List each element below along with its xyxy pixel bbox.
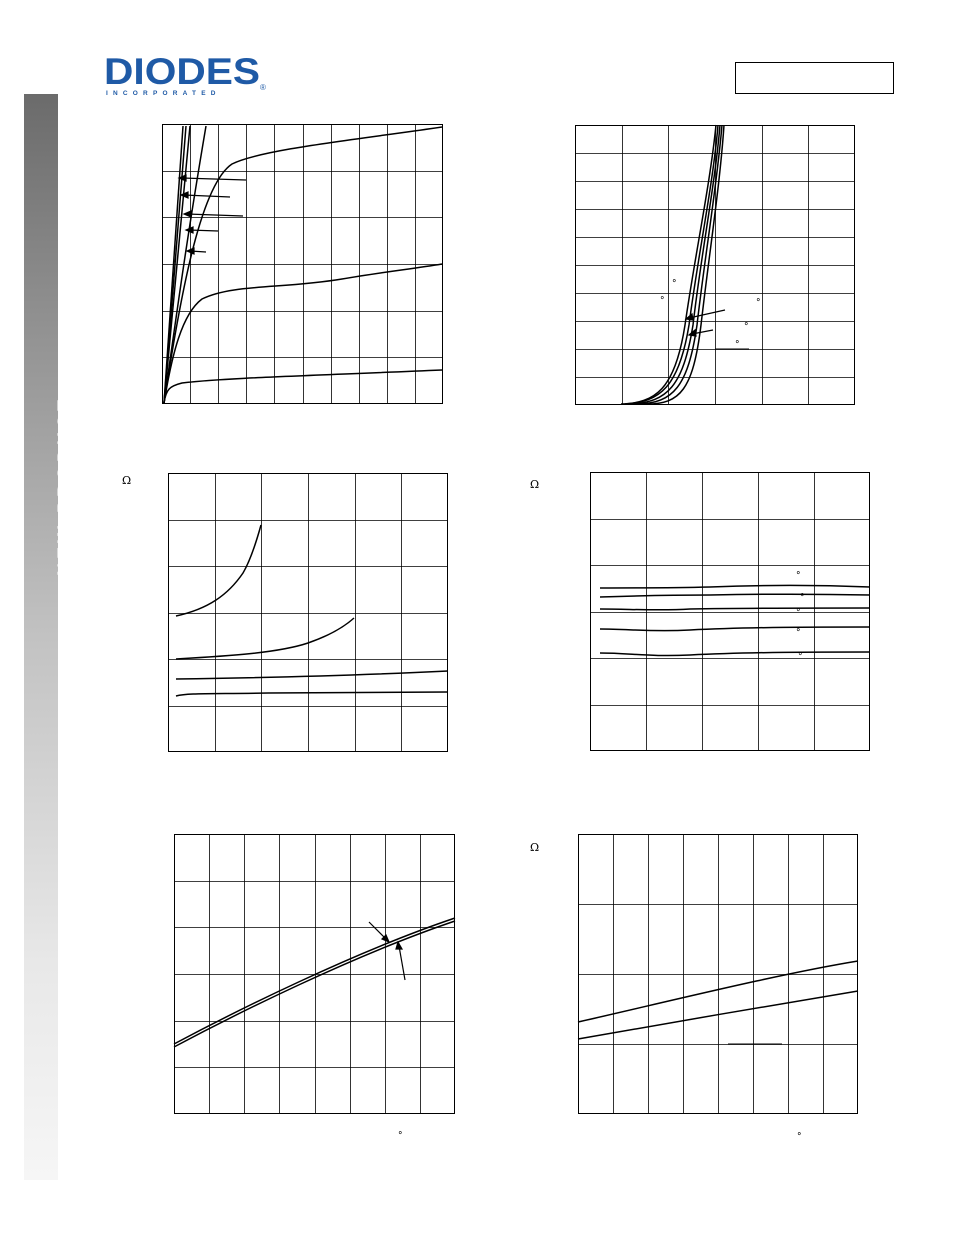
chart-grid: [168, 473, 448, 752]
ohm-symbol: Ω: [122, 474, 132, 487]
series-curve: [164, 264, 442, 403]
degree-symbol: °: [797, 1132, 802, 1142]
chart-frame: [579, 835, 858, 1114]
chart-on-resistance-vs-gate-voltage: [590, 472, 870, 751]
degree-symbol: °: [756, 298, 761, 308]
series-curve: [176, 692, 448, 696]
chart-grid: [162, 124, 443, 404]
series-curve: [176, 618, 354, 659]
series-curve: [631, 125, 720, 404]
degree-symbol: °: [796, 628, 801, 638]
series-curve: [600, 586, 870, 589]
degree-symbol: °: [744, 322, 749, 332]
degree-symbol: °: [672, 279, 677, 289]
degree-symbol: °: [796, 571, 801, 581]
degree-symbol: °: [800, 593, 805, 603]
degree-symbol: °: [798, 652, 803, 662]
degree-symbol: °: [796, 608, 801, 618]
degree-symbol: °: [398, 1131, 403, 1141]
series-curve: [164, 370, 442, 403]
annotation-arrows: [686, 310, 725, 336]
series-curve: [164, 127, 442, 403]
chart-frame: [163, 125, 443, 404]
chart-frame: [591, 473, 870, 751]
series-curve: [600, 652, 870, 656]
logo-tagline: INCORPORATED: [106, 90, 221, 97]
ohm-symbol: Ω: [530, 478, 540, 491]
logo-registered: ®: [260, 83, 266, 92]
series-curve: [176, 525, 261, 616]
diodes-logo: [104, 52, 268, 98]
annotation-arrows: [179, 175, 246, 254]
degree-symbol: °: [735, 340, 740, 350]
series-curve: [176, 671, 448, 679]
new-product-banner: [24, 94, 75, 1180]
series-curve: [578, 991, 858, 1039]
series-curve: [174, 921, 455, 1047]
series-curve: [578, 961, 858, 1022]
chart-on-resistance-vs-temperature: [578, 834, 858, 1114]
chart-transfer-characteristics: [575, 125, 855, 405]
logo-brand: DIODES: [104, 52, 260, 92]
part-number-box: [735, 62, 894, 94]
chart-grid: [578, 834, 858, 1114]
chart-normalized-on-resistance-vs-temperature: [174, 834, 455, 1114]
series-curve: [600, 594, 870, 597]
new-product-label: NEW PRODUCT: [54, 396, 75, 576]
series-curve: [600, 608, 870, 610]
degree-symbol: °: [660, 296, 665, 306]
ohm-symbol: Ω: [530, 841, 540, 854]
chart-on-resistance-vs-drain-current: [168, 473, 448, 752]
chart-grid: [590, 472, 870, 751]
series-curve: [600, 627, 870, 631]
chart-frame: [169, 474, 448, 752]
chart-output-characteristics: [162, 124, 443, 404]
